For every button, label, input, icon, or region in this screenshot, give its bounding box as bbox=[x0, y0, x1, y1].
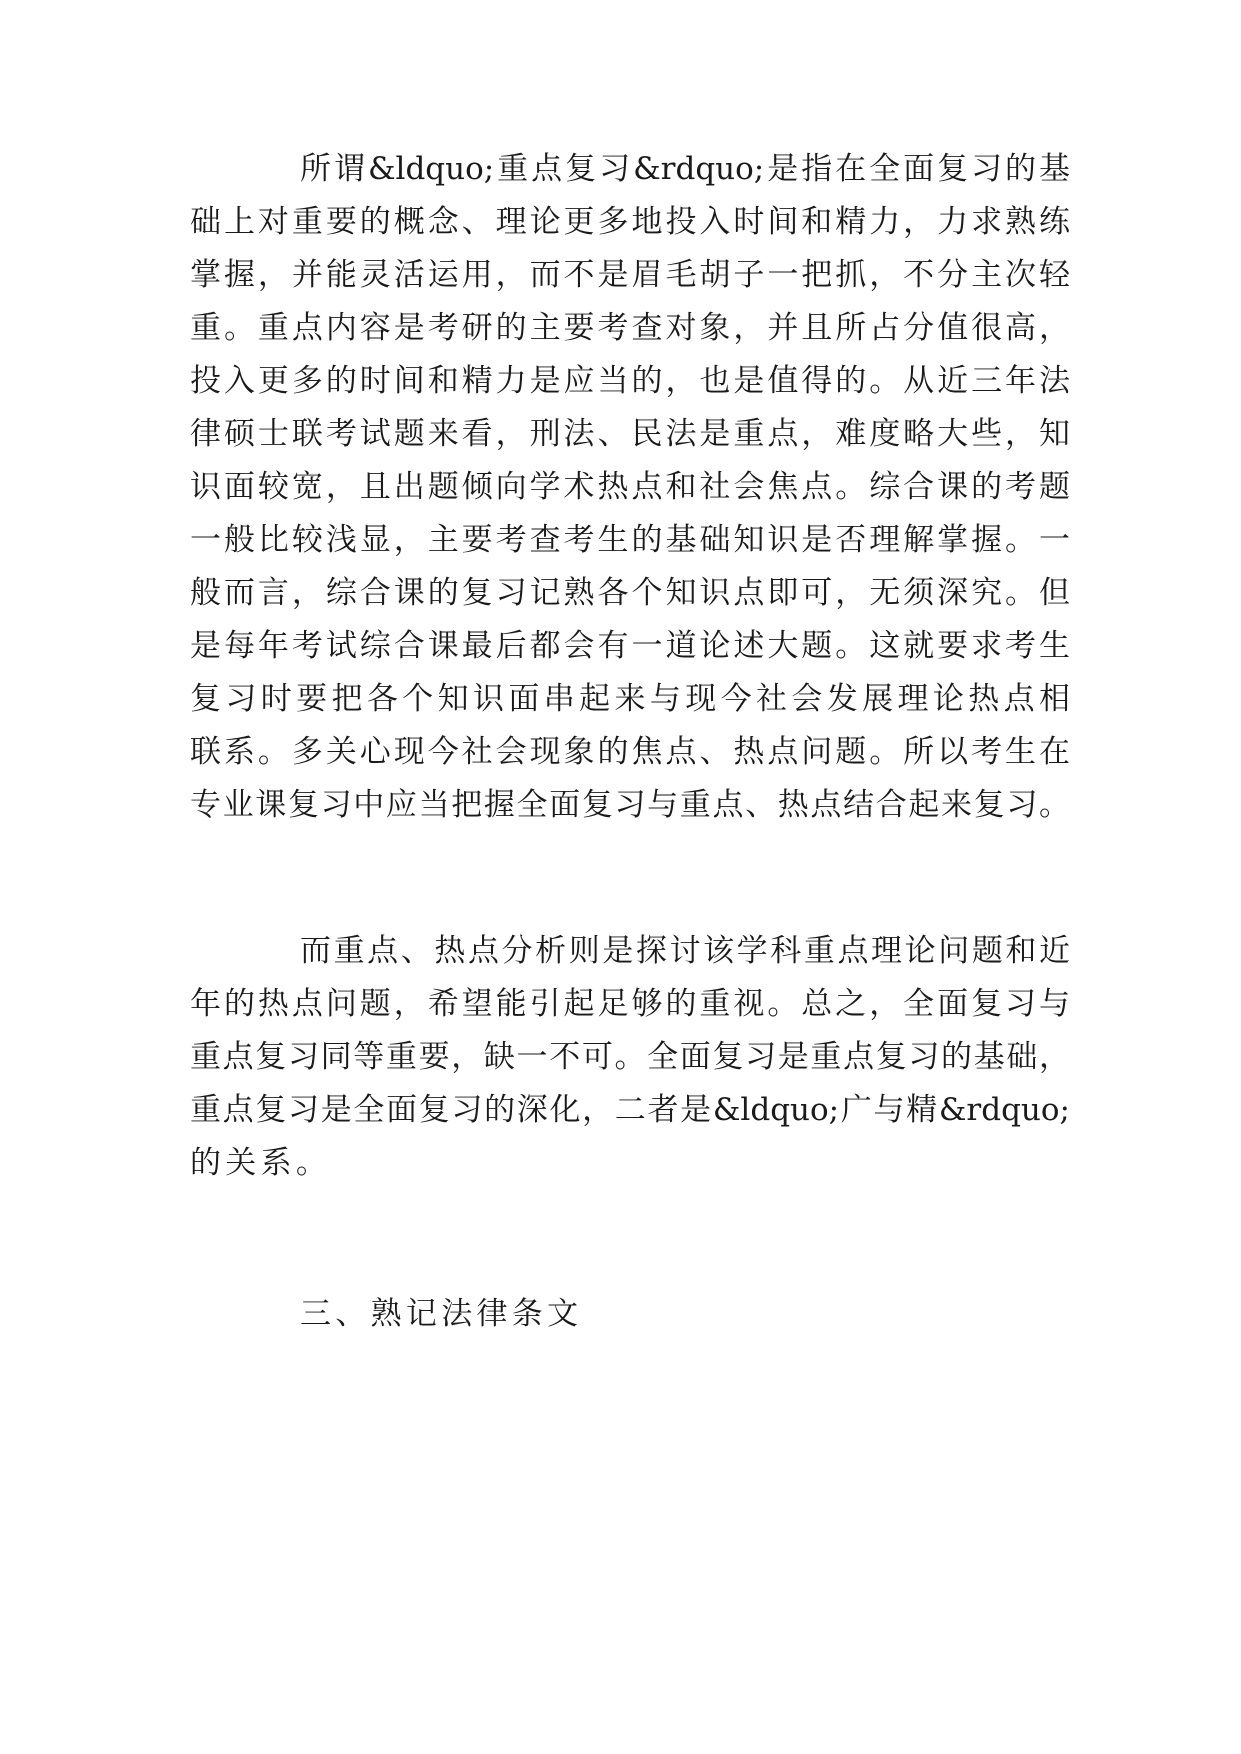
paragraph-line: 年的热点问题，希望能引起足够的重视。总之，全面复习与 bbox=[190, 986, 1070, 1022]
paragraph-line: 一般比较浅显，主要考查考生的基础知识是否理解掌握。一 bbox=[190, 522, 1070, 558]
paragraph-line: 而重点、热点分析则是探讨该学科重点理论问题和近 bbox=[300, 933, 1070, 969]
paragraph-line: 般而言，综合课的复习记熟各个知识点即可，无须深究。但 bbox=[190, 575, 1070, 611]
paragraph-line: 掌握，并能灵活运用，而不是眉毛胡子一把抓，不分主次轻 bbox=[190, 257, 1070, 293]
paragraph-line: 是每年考试综合课最后都会有一道论述大题。这就要求考生 bbox=[190, 628, 1070, 664]
paragraph-line: 专业课复习中应当把握全面复习与重点、热点结合起来复习。 bbox=[190, 787, 1070, 823]
paragraph-line: 重。重点内容是考研的主要考查对象，并且所占分值很高， bbox=[190, 310, 1070, 346]
paragraph-line: 重点复习是全面复习的深化，二者是&ldquo;广与精&rdquo; bbox=[190, 1092, 1070, 1128]
section-heading: 三、熟记法律条文 bbox=[300, 1296, 583, 1332]
paragraph-line: 复习时要把各个知识面串起来与现今社会发展理论热点相 bbox=[190, 681, 1070, 717]
paragraph-line: 重点复习同等重要，缺一不可。全面复习是重点复习的基础， bbox=[190, 1039, 1070, 1075]
paragraph-line: 联系。多关心现今社会现象的焦点、热点问题。所以考生在 bbox=[190, 734, 1070, 770]
paragraph-line: 础上对重要的概念、理论更多地投入时间和精力，力求熟练 bbox=[190, 204, 1070, 240]
paragraph-line: 投入更多的时间和精力是应当的，也是值得的。从近三年法 bbox=[190, 363, 1070, 399]
paragraph-line: 的关系。 bbox=[190, 1145, 332, 1181]
paragraph-line: 律硕士联考试题来看，刑法、民法是重点，难度略大些，知 bbox=[190, 416, 1070, 452]
paragraph-line: 识面较宽，且出题倾向学术热点和社会焦点。综合课的考题 bbox=[190, 469, 1070, 505]
paragraph-line: 所谓&ldquo;重点复习&rdquo;是指在全面复习的基 bbox=[300, 151, 1070, 187]
